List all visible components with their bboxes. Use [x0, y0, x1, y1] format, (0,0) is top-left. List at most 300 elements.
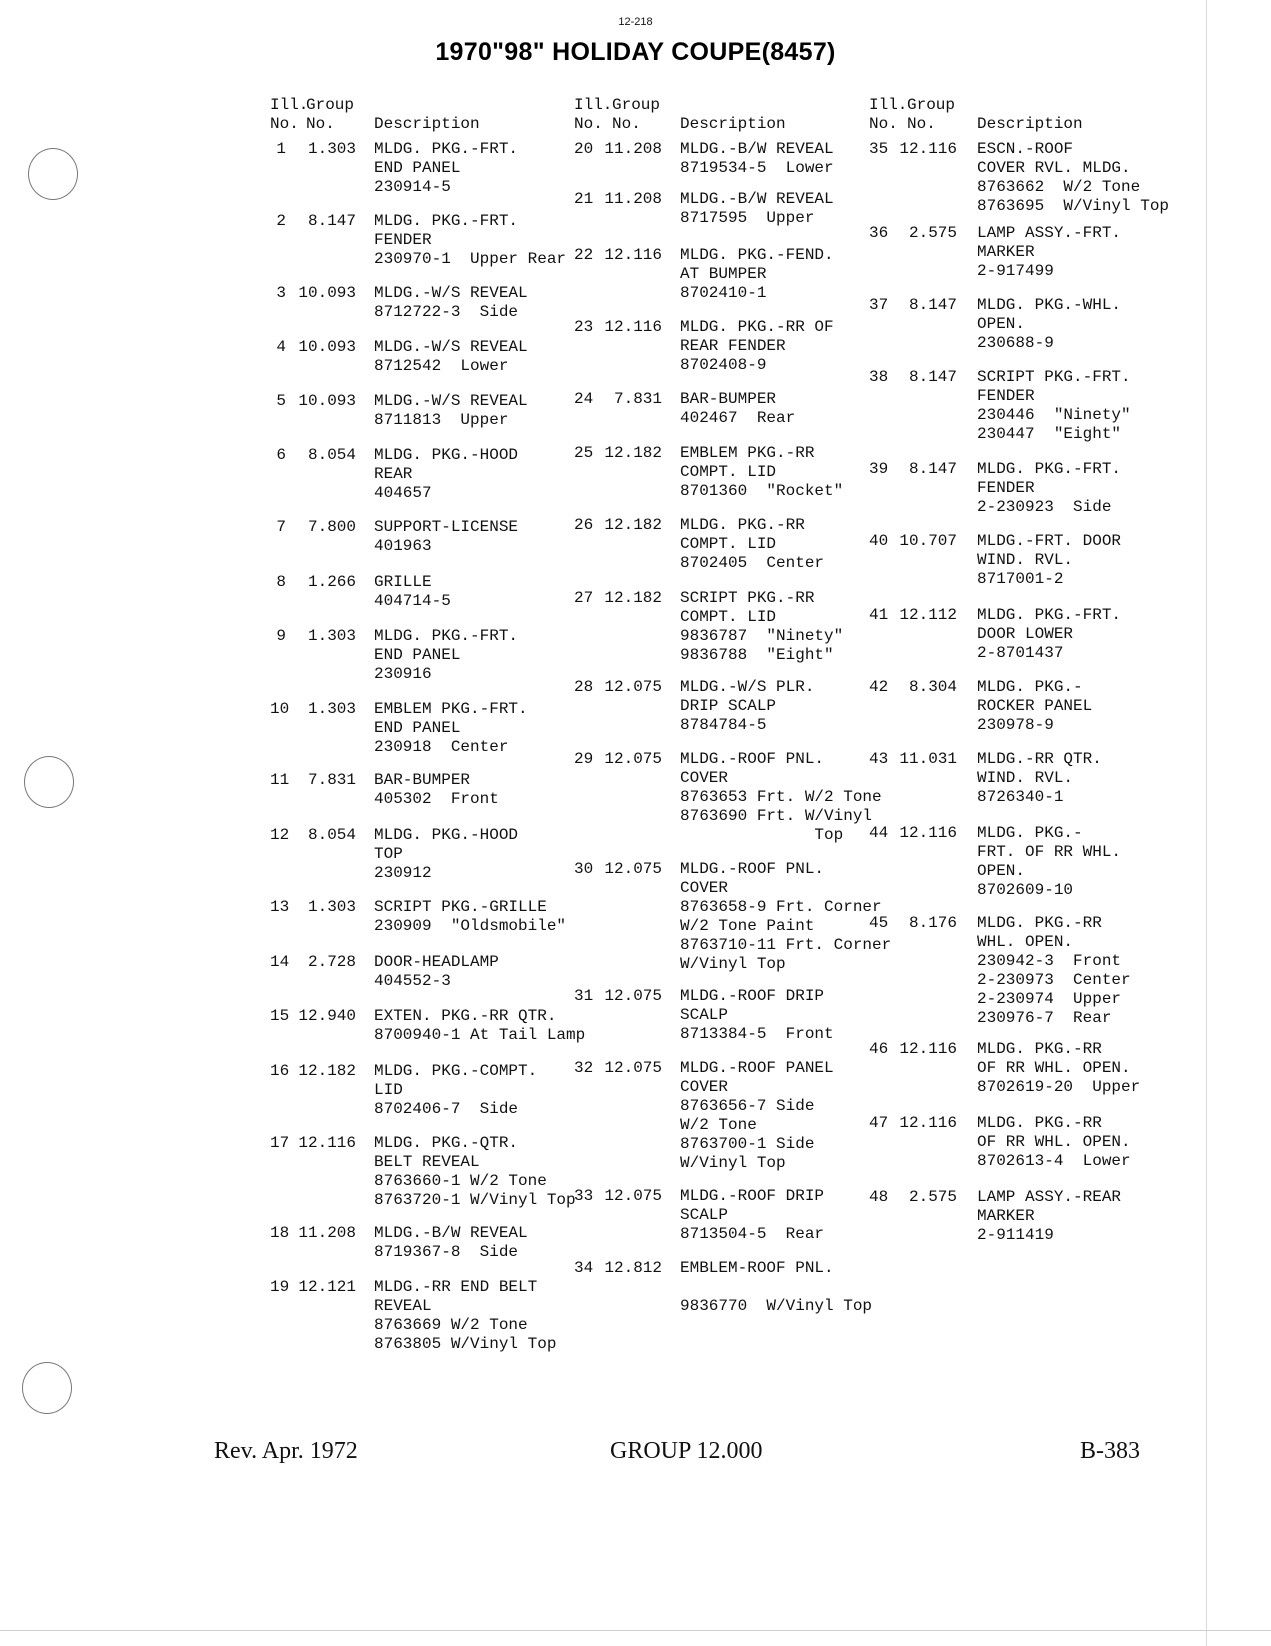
description-line: MLDG.-W/S PLR. [680, 678, 815, 696]
group-number: 2.575 [908, 224, 957, 242]
description-line: 8712542 Lower [374, 357, 509, 375]
illustration-number: 2 [276, 212, 286, 230]
description-line: BAR-BUMPER [374, 771, 471, 789]
description-line: COVER [680, 879, 729, 897]
description-line: 8763720-1 W/Vinyl Top [374, 1191, 576, 1209]
group-number: 10.093 [298, 338, 356, 356]
illustration-number: 36 [869, 224, 889, 242]
group-number: 11.208 [604, 140, 662, 158]
description-line: 8719367-8 Side [374, 1243, 519, 1261]
description-line: 404714-5 [374, 592, 451, 610]
part-description [977, 1188, 1121, 1245]
illustration-number: 19 [270, 1278, 290, 1296]
description-line: FENDER [977, 479, 1035, 497]
group-number: 12.182 [298, 1062, 356, 1080]
description-line: MLDG. PKG.-FRT. [977, 606, 1122, 624]
description-line: ROCKER PANEL [977, 697, 1093, 715]
description-line: MLDG. PKG.-RR OF [680, 318, 834, 336]
description-line: MLDG. PKG.-FEND. [680, 246, 834, 264]
description-line: 230914-5 [374, 178, 451, 196]
group-number: 1.266 [307, 573, 356, 591]
header-group-no: No. [907, 115, 936, 133]
description-line: 8702609-10 [977, 881, 1074, 899]
header-description: Description [977, 115, 1083, 133]
description-line: END PANEL [374, 646, 461, 664]
group-number: 12.116 [899, 1114, 957, 1132]
part-description [374, 771, 499, 809]
description-line: SCRIPT PKG.-GRILLE [374, 898, 547, 916]
description-line: MARKER [977, 243, 1035, 261]
description-line: OF RR WHL. OPEN. [977, 1059, 1131, 1077]
description-line: 9836787 "Ninety" [680, 627, 844, 645]
description-line: 8763658-9 Frt. Corner [680, 898, 882, 916]
description-line: MLDG. PKG.-FRT. [374, 140, 519, 158]
description-line: 404552-3 [374, 972, 451, 990]
description-line: 230909 "Oldsmobile" [374, 917, 567, 935]
group-number: 8.147 [307, 212, 356, 230]
description-line: 8702406-7 Side [374, 1100, 519, 1118]
description-line: 8702410-1 [680, 284, 767, 302]
description-line: 8763805 W/Vinyl Top [374, 1335, 557, 1353]
group-number: 7.831 [307, 771, 356, 789]
description-line: COMPT. LID [680, 463, 777, 481]
description-line: W/Vinyl Top [680, 1154, 786, 1172]
illustration-number: 20 [574, 140, 594, 158]
part-description [680, 140, 834, 178]
part-description [374, 953, 499, 991]
part-description [680, 589, 843, 665]
illustration-number: 13 [270, 898, 290, 916]
description-line: END PANEL [374, 719, 461, 737]
illustration-number: 10 [270, 700, 290, 718]
part-description [374, 1278, 556, 1354]
illustration-number: 16 [270, 1062, 290, 1080]
page-title: 1970"98" HOLIDAY COUPE(8457) [435, 38, 836, 66]
description-line: 402467 Rear [680, 409, 796, 427]
description-line: MLDG.-ROOF PNL. [680, 750, 825, 768]
description-line: 8763662 W/2 Tone [977, 178, 1141, 196]
description-line: EMBLEM-ROOF PNL. [680, 1259, 834, 1277]
illustration-number: 47 [869, 1114, 889, 1132]
group-number: 12.075 [604, 678, 662, 696]
description-line: 2-230973 Center [977, 971, 1131, 989]
description-line: DOOR-HEADLAMP [374, 953, 499, 971]
part-description [680, 246, 834, 303]
part-description [374, 1224, 528, 1262]
description-line: LAMP ASSY.-FRT. [977, 224, 1122, 242]
description-line: REVEAL [374, 1297, 432, 1315]
description-line: 2-230974 Upper [977, 990, 1122, 1008]
description-line: MLDG. PKG.-WHL. [977, 296, 1122, 314]
group-number: 1.303 [307, 627, 356, 645]
illustration-number: 39 [869, 460, 889, 478]
description-line: COVER [680, 1078, 729, 1096]
part-description [680, 1059, 834, 1173]
header-group-no: No. [612, 115, 641, 133]
description-line: FENDER [374, 231, 432, 249]
group-number: 12.116 [604, 318, 662, 336]
description-line [680, 1278, 872, 1297]
illustration-number: 27 [574, 589, 594, 607]
illustration-number: 7 [276, 518, 286, 536]
description-line: MLDG. PKG.-HOOD [374, 446, 519, 464]
description-line: 230916 [374, 665, 432, 683]
group-number: 12.182 [604, 589, 662, 607]
description-line: MLDG. PKG.-FRT. [374, 212, 519, 230]
description-line: 8763690 Frt. W/Vinyl [680, 807, 873, 825]
group-number: 7.831 [613, 390, 662, 408]
description-line: MLDG.-W/S REVEAL [374, 284, 528, 302]
group-number: 12.182 [604, 444, 662, 462]
description-line: BAR-BUMPER [680, 390, 777, 408]
description-line: 405302 Front [374, 790, 499, 808]
part-description [977, 368, 1131, 444]
illustration-number: 48 [869, 1188, 889, 1206]
part-description [374, 338, 528, 376]
description-line: OPEN. [977, 862, 1026, 880]
binder-hole-bottom [22, 1362, 72, 1414]
group-number: 12.075 [604, 860, 662, 878]
illustration-number: 25 [574, 444, 594, 462]
description-line: 8784784-5 [680, 716, 767, 734]
part-description [977, 606, 1121, 663]
description-line: MLDG.-ROOF DRIP [680, 1187, 825, 1205]
part-description [680, 516, 824, 573]
description-line: WIND. RVL. [977, 551, 1074, 569]
description-line: 230912 [374, 864, 432, 882]
description-line: 230978-9 [977, 716, 1054, 734]
page-code: B-383 [1080, 1438, 1140, 1464]
description-line: MLDG.-RR END BELT [374, 1278, 538, 1296]
illustration-number: 35 [869, 140, 889, 158]
description-line: 8702405 Center [680, 554, 825, 572]
part-description [374, 392, 528, 430]
part-description [977, 678, 1092, 735]
part-description [977, 296, 1121, 353]
part-description [977, 460, 1121, 517]
description-line: LAMP ASSY.-REAR [977, 1188, 1122, 1206]
illustration-number: 40 [869, 532, 889, 550]
description-line: MLDG.-B/W REVEAL [374, 1224, 528, 1242]
illustration-number: 11 [270, 771, 290, 789]
illustration-number: 33 [574, 1187, 594, 1205]
group-number: 12.116 [899, 824, 957, 842]
revision-date: Rev. Apr. 1972 [214, 1438, 358, 1464]
group-number: 1.303 [307, 700, 356, 718]
description-line: 230976-7 Rear [977, 1009, 1112, 1027]
group-number: 2.575 [908, 1188, 957, 1206]
description-line: 230447 "Eight" [977, 425, 1122, 443]
part-description [374, 518, 518, 556]
description-line: DOOR LOWER [977, 625, 1074, 643]
description-line: WHL. OPEN. [977, 933, 1074, 951]
group-number: 8.147 [908, 368, 957, 386]
part-description [374, 1007, 585, 1045]
illustration-number: 5 [276, 392, 286, 410]
illustration-number: 45 [869, 914, 889, 932]
description-line: 8763669 W/2 Tone [374, 1316, 528, 1334]
header-group: Group [612, 96, 661, 114]
description-line: MLDG.-W/S REVEAL [374, 338, 528, 356]
description-line: MLDG.-ROOF DRIP [680, 987, 825, 1005]
description-line: 8712722-3 Side [374, 303, 519, 321]
part-description [374, 140, 518, 197]
part-description [680, 1259, 872, 1316]
illustration-number: 15 [270, 1007, 290, 1025]
description-line: 230970-1 Upper Rear [374, 250, 567, 268]
group-number: 10.093 [298, 392, 356, 410]
description-line: MLDG.-B/W REVEAL [680, 140, 834, 158]
group-number: 11.208 [298, 1224, 356, 1242]
description-line: 230942-3 Front [977, 952, 1122, 970]
description-line: 401963 [374, 537, 432, 555]
parts-column-3 [869, 96, 1170, 1244]
description-line: MLDG. PKG.-RR [977, 1040, 1102, 1058]
header-group: Group [907, 96, 956, 114]
description-line: 9836788 "Eight" [680, 646, 834, 664]
illustration-number: 24 [574, 390, 594, 408]
description-line: W/2 Tone [680, 1116, 757, 1134]
group-number: 12.812 [604, 1259, 662, 1277]
description-line: MLDG. PKG.-RR [977, 1114, 1102, 1132]
description-line: TOP [374, 845, 403, 863]
part-description [374, 700, 528, 757]
part-description [977, 914, 1131, 1028]
illustration-number: 23 [574, 318, 594, 336]
group-number: 12.075 [604, 1187, 662, 1205]
part-description [374, 1134, 576, 1210]
description-line: 2-230923 Side [977, 498, 1112, 516]
header-description: Description [680, 115, 786, 133]
description-line: EMBLEM PKG.-RR [680, 444, 815, 462]
description-line: 9836770 W/Vinyl Top [680, 1297, 873, 1315]
description-line: MLDG. PKG.-COMPT. [374, 1062, 538, 1080]
description-line: W/2 Tone Paint [680, 917, 815, 935]
part-description [680, 1187, 824, 1244]
description-line: REAR FENDER [680, 337, 786, 355]
description-line: SCRIPT PKG.-RR [680, 589, 815, 607]
part-description [680, 318, 834, 375]
illustration-number: 1 [276, 140, 286, 158]
group-number: 8.304 [908, 678, 957, 696]
page-bottom-line [0, 1630, 1271, 1631]
description-line: 8717595 Upper [680, 209, 815, 227]
binder-hole-top [28, 148, 78, 200]
description-line: MLDG. PKG.-HOOD [374, 826, 519, 844]
group-number: 12.116 [298, 1134, 356, 1152]
illustration-number: 31 [574, 987, 594, 1005]
illustration-number: 44 [869, 824, 889, 842]
header-ill: Ill. [574, 96, 613, 114]
part-description [374, 573, 451, 611]
part-description [680, 860, 891, 974]
description-line: 8763653 Frt. W/2 Tone [680, 788, 882, 806]
description-line: W/Vinyl Top [680, 955, 786, 973]
group-number: 12.116 [899, 1040, 957, 1058]
group-number: 1.303 [307, 140, 356, 158]
part-description [977, 1114, 1131, 1171]
illustration-number: 22 [574, 246, 594, 264]
illustration-number: 30 [574, 860, 594, 878]
part-description [680, 444, 843, 501]
description-line: REAR [374, 465, 413, 483]
header-no: No. [574, 115, 603, 133]
group-number: 8.147 [908, 460, 957, 478]
description-line: 230918 Center [374, 738, 509, 756]
part-description [374, 627, 518, 684]
group-number: 11.031 [899, 750, 957, 768]
description-line: 404657 [374, 484, 432, 502]
description-line: 8702613-4 Lower [977, 1152, 1131, 1170]
description-line: FENDER [977, 387, 1035, 405]
description-line: END PANEL [374, 159, 461, 177]
description-line: 8763656-7 Side [680, 1097, 815, 1115]
group-number: 12.075 [604, 750, 662, 768]
illustration-number: 8 [276, 573, 286, 591]
part-description [374, 284, 528, 322]
description-line: 8726340-1 [977, 788, 1064, 806]
description-line: GRILLE [374, 573, 432, 591]
description-line: ESCN.-ROOF [977, 140, 1074, 158]
group-number: 10.707 [899, 532, 957, 550]
part-description [977, 1040, 1140, 1097]
description-line: MLDG. PKG.-RR [977, 914, 1102, 932]
description-line: MLDG. PKG.- [977, 678, 1083, 696]
description-line: SCALP [680, 1206, 729, 1224]
page-number: 12-218 [618, 16, 653, 28]
description-line: 2-8701437 [977, 644, 1064, 662]
illustration-number: 4 [276, 338, 286, 356]
description-line: 8717001-2 [977, 570, 1064, 588]
page-edge-line [1206, 0, 1207, 1646]
illustration-number: 9 [276, 627, 286, 645]
part-description [374, 898, 566, 936]
illustration-number: 42 [869, 678, 889, 696]
illustration-number: 14 [270, 953, 290, 971]
description-line: MLDG.-ROOF PNL. [680, 860, 825, 878]
part-description [680, 190, 834, 228]
column-header [574, 96, 874, 140]
description-line: 2-911419 [977, 1226, 1054, 1244]
illustration-number: 29 [574, 750, 594, 768]
description-line: 230446 "Ninety" [977, 406, 1131, 424]
group-label: GROUP 12.000 [610, 1438, 763, 1464]
description-line: 2-917499 [977, 262, 1054, 280]
part-description [374, 446, 518, 503]
description-line: EXTEN. PKG.-RR QTR. [374, 1007, 557, 1025]
group-number: 8.176 [908, 914, 957, 932]
illustration-number: 38 [869, 368, 889, 386]
group-number: 12.940 [298, 1007, 356, 1025]
description-line: MLDG.-FRT. DOOR [977, 532, 1122, 550]
group-number: 12.182 [604, 516, 662, 534]
group-number: 12.116 [604, 246, 662, 264]
group-number: 10.093 [298, 284, 356, 302]
part-description [977, 140, 1169, 216]
description-line: 8713504-5 Rear [680, 1225, 825, 1243]
part-description [977, 750, 1102, 807]
description-line: MLDG. PKG.-RR [680, 516, 805, 534]
description-line: MLDG.-B/W REVEAL [680, 190, 834, 208]
description-line: 8763660-1 W/2 Tone [374, 1172, 547, 1190]
group-number: 8.054 [307, 826, 356, 844]
description-line: COMPT. LID [680, 535, 777, 553]
part-description [680, 390, 795, 428]
description-line: SUPPORT-LICENSE [374, 518, 519, 536]
group-number: 12.112 [899, 606, 957, 624]
description-line: 8763700-1 Side [680, 1135, 815, 1153]
description-line: 8700940-1 At Tail Lamp [374, 1026, 586, 1044]
description-line: DRIP SCALP [680, 697, 777, 715]
description-line: 8702619-20 Upper [977, 1078, 1141, 1096]
description-line: MLDG.-W/S REVEAL [374, 392, 528, 410]
group-number: 12.075 [604, 1059, 662, 1077]
part-description [977, 532, 1121, 589]
description-line: 230688-9 [977, 334, 1054, 352]
illustration-number: 17 [270, 1134, 290, 1152]
part-description [680, 750, 882, 845]
illustration-number: 26 [574, 516, 594, 534]
description-line: BELT REVEAL [374, 1153, 480, 1171]
description-line: COVER [680, 769, 729, 787]
description-line: MLDG. PKG.-FRT. [977, 460, 1122, 478]
group-number: 12.116 [899, 140, 957, 158]
description-line: MARKER [977, 1207, 1035, 1225]
group-number: 12.075 [604, 987, 662, 1005]
illustration-number: 28 [574, 678, 594, 696]
description-line: SCRIPT PKG.-FRT. [977, 368, 1131, 386]
description-line: EMBLEM PKG.-FRT. [374, 700, 528, 718]
header-no: No. [869, 115, 898, 133]
group-number: 8.054 [307, 446, 356, 464]
description-line: FRT. OF RR WHL. [977, 843, 1122, 861]
group-number: 11.208 [604, 190, 662, 208]
group-number: 7.800 [307, 518, 356, 536]
illustration-number: 18 [270, 1224, 290, 1242]
illustration-number: 32 [574, 1059, 594, 1077]
description-line: 8711813 Upper [374, 411, 509, 429]
group-number: 2.728 [307, 953, 356, 971]
column-header [869, 96, 1169, 140]
binder-hole-middle [24, 756, 74, 808]
description-line: 8702408-9 [680, 356, 767, 374]
illustration-number: 43 [869, 750, 889, 768]
description-line: MLDG. PKG.-FRT. [374, 627, 519, 645]
part-description [680, 678, 814, 735]
description-line: 8763695 W/Vinyl Top [977, 197, 1170, 215]
description-line: 8701360 "Rocket" [680, 482, 844, 500]
part-description [977, 224, 1121, 281]
description-line: WIND. RVL. [977, 769, 1074, 787]
header-description: Description [374, 115, 480, 133]
illustration-number: 3 [276, 284, 286, 302]
description-line: COMPT. LID [680, 608, 777, 626]
header-no: No. [270, 115, 299, 133]
group-number: 1.303 [307, 898, 356, 916]
illustration-number: 12 [270, 826, 290, 844]
illustration-number: 46 [869, 1040, 889, 1058]
illustration-number: 37 [869, 296, 889, 314]
description-line: COVER RVL. MLDG. [977, 159, 1131, 177]
description-line: Top [680, 826, 844, 844]
illustration-number: 34 [574, 1259, 594, 1277]
description-line: OPEN. [977, 315, 1026, 333]
illustration-number: 21 [574, 190, 594, 208]
description-line: LID [374, 1081, 403, 1099]
description-line: 8719534-5 Lower [680, 159, 834, 177]
header-ill: Ill. [869, 96, 908, 114]
part-description [374, 1062, 537, 1119]
